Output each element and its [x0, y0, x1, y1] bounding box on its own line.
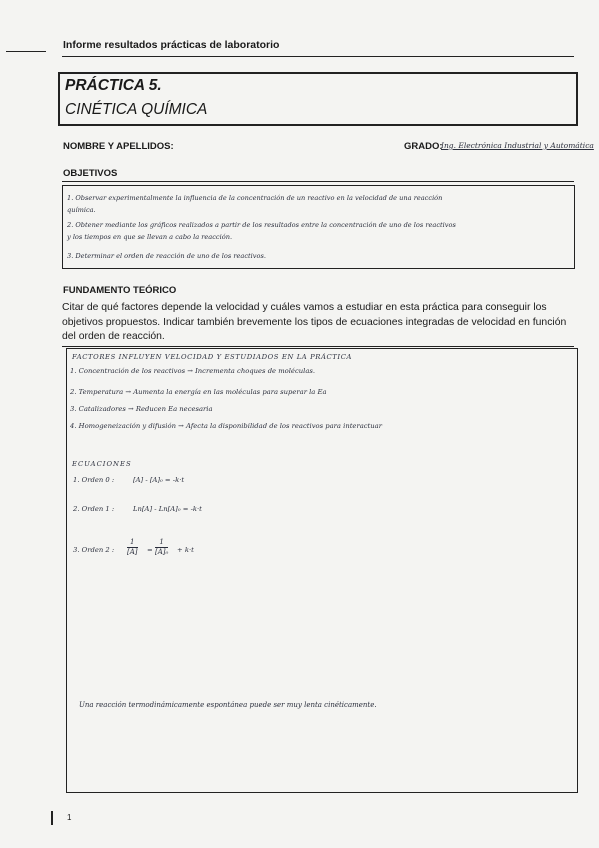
equation-label: 2. Orden 1 :	[73, 505, 115, 513]
equation-equals: =	[147, 546, 153, 554]
fundamento-rule	[62, 346, 574, 347]
name-field-label: NOMBRE Y APELLIDOS:	[63, 141, 174, 152]
practice-name: CINÉTICA QUÍMICA	[65, 101, 208, 118]
equation-order-0: [A] - [A]₀ = -k·t	[133, 476, 185, 484]
factor-item: 4. Homogeneización y difusión → Afecta la disponibilidad de los reactivos para interactuar	[70, 422, 382, 430]
margin-mark	[6, 51, 46, 52]
page-number-bar	[51, 811, 53, 825]
conclusion-note: Una reacción termodinámicamente espontánea puede ser muy lenta cinéticamente.	[79, 701, 377, 709]
equations-title: ECUACIONES	[72, 460, 132, 468]
factor-item: 2. Temperatura → Aumenta la energía en las moléculas para superar la Ea	[70, 388, 327, 396]
factor-item: 3. Catalizadores → Reducen Ea necesaria	[70, 405, 213, 413]
factor-item: 1. Concentración de los reactivos → Incrementa choques de moléculas.	[70, 367, 316, 375]
equation-order-2-tail: + k·t	[177, 546, 194, 554]
grado-field-value: Ing. Electrónica Industrial y Automática	[441, 141, 594, 150]
objectives-box	[62, 185, 575, 269]
fraction-denominator: [A]	[127, 548, 138, 556]
objective-line: 3. Determinar el orden de reacción de uno de los reactivos.	[67, 252, 266, 260]
objective-line: 1. Observar experimentalmente la influencia de la concentración de un reactivo en la velocidad de una reacción	[67, 194, 443, 202]
fraction-1-over-a	[127, 538, 138, 557]
practice-title-box	[58, 72, 578, 126]
objectives-heading: OBJETIVOS	[63, 168, 118, 179]
practice-number: PRÁCTICA 5.	[65, 77, 162, 94]
factors-title: FACTORES INFLUYEN VELOCIDAD Y ESTUDIADOS EN LA PRÁCTICA	[72, 353, 353, 361]
objective-line: química.	[67, 206, 96, 214]
fraction-1-over-a0	[155, 538, 168, 557]
report-header-title: Informe resultados prácticas de laboratorio	[63, 39, 280, 51]
fundamento-instructions: Citar de qué factores depende la velocidad y cuáles vamos a estudiar en esta práctica para conseguir los objetivos propuestos. Indicar también brevemente los tipos de ecuaciones integradas de velocidad en función del orden de reacción.	[62, 302, 567, 342]
equation-label: 3. Orden 2 :	[73, 546, 115, 554]
equation-order-1: Ln[A] - Ln[A]₀ = -k·t	[133, 505, 202, 513]
fundamento-heading: FUNDAMENTO TEÓRICO	[63, 285, 177, 296]
grado-field-label: GRADO:	[404, 141, 443, 152]
equation-label: 1. Orden 0 :	[73, 476, 115, 484]
header-rule	[62, 56, 574, 57]
page-number: 1	[67, 813, 72, 822]
objective-line: 2. Obtener mediante los gráficos realizados a partir de los resultados entre la concentración de uno de los reactivos	[67, 221, 456, 229]
fundamento-answer-box	[66, 348, 578, 793]
fraction-numerator: 1	[155, 538, 168, 548]
fraction-numerator: 1	[127, 538, 138, 548]
fraction-denominator: [A]₀	[155, 548, 169, 556]
objective-line: y los tiempos en que se llevan a cabo la reacción.	[67, 233, 233, 241]
objectives-rule	[62, 181, 574, 182]
